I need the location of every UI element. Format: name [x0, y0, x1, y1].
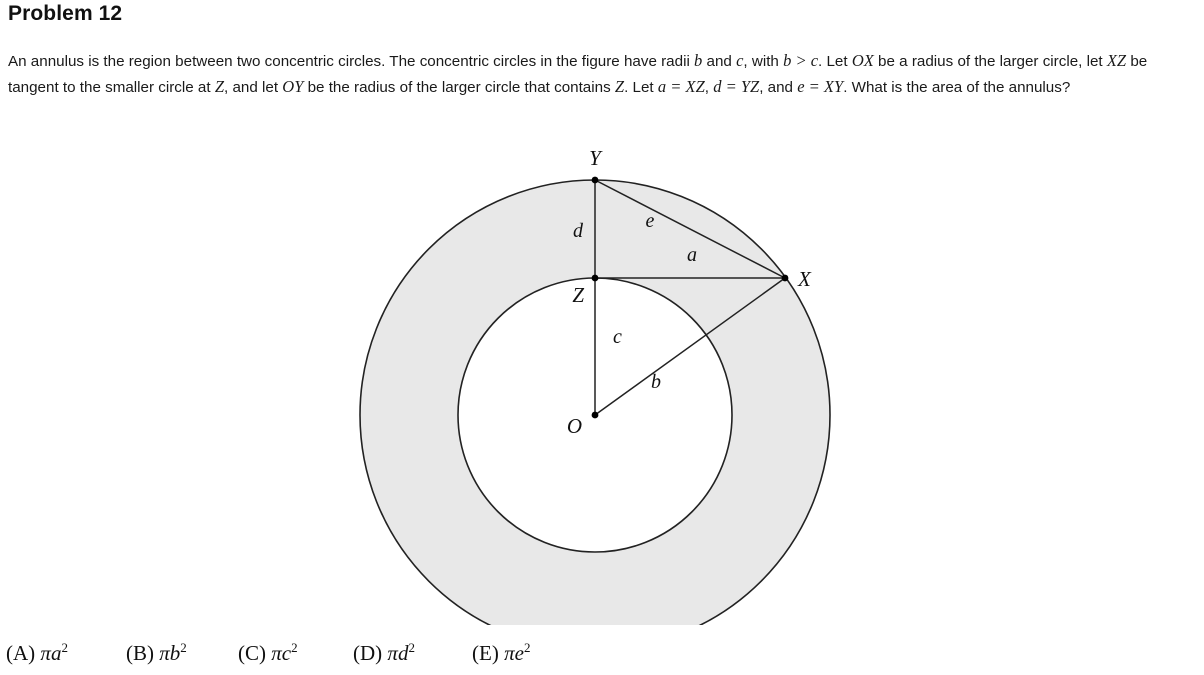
choice-C-label: (C): [238, 641, 266, 665]
choice-A[interactable]: [6, 640, 68, 666]
choice-B[interactable]: [126, 640, 187, 666]
statement-text-12: , and: [759, 79, 798, 96]
choice-A-pi: π: [40, 641, 51, 665]
choice-D[interactable]: [353, 640, 415, 666]
label-c: c: [613, 326, 622, 348]
choice-A-exp: 2: [61, 640, 68, 655]
statement-text-2: and: [702, 53, 737, 70]
statement-text-1: An annulus is the region between two concentric circles. The concentric circles in the figure have radii: [8, 53, 695, 70]
choice-C-pi: π: [271, 641, 282, 665]
point-O-dot: [592, 412, 599, 419]
choice-D-pi: π: [387, 641, 398, 665]
problem-statement: [8, 48, 1196, 100]
choice-A-var: a: [50, 641, 62, 665]
choice-B-label: (B): [126, 641, 154, 665]
variable-c: c: [736, 51, 744, 70]
label-e: e: [645, 210, 655, 232]
inequality-b-gt-c: b > c: [783, 51, 819, 70]
choice-C[interactable]: [238, 640, 298, 666]
label-O: O: [566, 414, 582, 438]
segment-OX: OX: [851, 51, 874, 70]
point-Z-dot: [592, 275, 599, 282]
choice-D-exp: 2: [408, 640, 415, 655]
statement-text-10: . Let: [624, 79, 658, 96]
choice-E-var: e: [514, 641, 524, 665]
point-X-dot: [782, 275, 789, 282]
statement-text-4: . Let: [818, 53, 852, 70]
statement-text-6: of the larger circle, let: [957, 53, 1107, 70]
answer-choices: [6, 640, 1196, 674]
choice-E-pi: π: [504, 641, 515, 665]
choice-E-exp: 2: [523, 640, 531, 655]
equation-d: d = YZ: [713, 77, 760, 96]
segment-XZ: XZ: [1106, 51, 1127, 70]
statement-text-9: be the radius of the larger circle that contains: [303, 79, 615, 96]
segment-OY: OY: [282, 77, 304, 96]
statement-text-11: ,: [704, 79, 709, 96]
equation-e: e = XY: [797, 77, 844, 96]
label-a: a: [687, 244, 697, 266]
choice-D-label: (D): [353, 641, 383, 665]
point-Y-dot: [592, 177, 599, 184]
choice-A-label: (A): [6, 641, 36, 665]
choice-D-var: d: [397, 641, 409, 665]
choice-E[interactable]: [472, 640, 530, 666]
statement-text-3: , with: [743, 53, 784, 70]
point-Z: Z: [214, 77, 225, 96]
choice-B-pi: π: [159, 641, 170, 665]
label-d: d: [573, 220, 583, 242]
choice-E-label: (E): [472, 641, 499, 665]
page-title: Problem 12: [8, 2, 123, 25]
statement-text-7: be tangent to the smaller circle at: [8, 53, 1148, 96]
choice-B-var: b: [169, 641, 181, 665]
point-Z-2: Z: [614, 77, 625, 96]
label-X: X: [798, 267, 811, 291]
variable-b: b: [694, 51, 703, 70]
choice-C-exp: 2: [291, 640, 298, 655]
statement-text-8: , and let: [224, 79, 283, 96]
choice-C-var: c: [281, 641, 292, 665]
label-Y: Y: [589, 146, 601, 170]
label-Z: Z: [572, 283, 584, 307]
annulus-diagram-svg: [330, 145, 890, 625]
equation-a: a = XZ: [657, 77, 705, 96]
label-b: b: [651, 371, 661, 393]
annulus-figure: [330, 145, 890, 625]
statement-text-13: . What is the area of the annulus?: [843, 79, 1071, 96]
statement-text-5: be a radius: [873, 53, 954, 70]
choice-B-exp: 2: [180, 640, 187, 655]
